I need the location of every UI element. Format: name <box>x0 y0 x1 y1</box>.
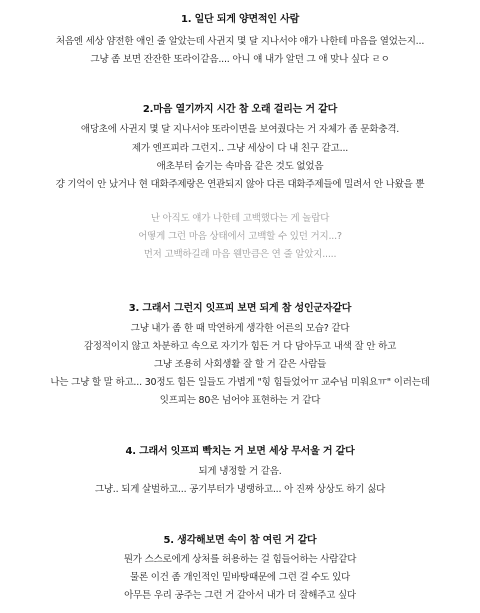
section-5-line-1: 뭔가 스스로에게 상처를 허용하는 걸 힘들어하는 사람같다 <box>123 554 357 565</box>
section-2-muted-line-3: 먼저 고백하길래 마음 웬만큼은 연 줄 알았지..... <box>143 249 337 260</box>
section-2-line-3: 애초부터 숨기는 속마음 같은 것도 없었음 <box>156 161 324 172</box>
section-2-line-2: 제가 엔프피라 그런지.. 그냥 세상이 다 내 친구 같고... <box>131 143 349 154</box>
section-2-line-4: 걍 기억이 안 났거나 현 대화주제랑은 연관되지 않아 다른 대화주제들에 밀려서 안 나왔을 뿐 <box>55 179 425 190</box>
section-3-title: 3. 그래서 그런지 잇프피 보면 되게 참 성인군자같다 <box>128 303 352 314</box>
section-2-muted-line-1: 난 아직도 얘가 나한테 고백했다는 게 놀랍다 <box>150 213 330 224</box>
section-5-title: 5. 생각해보면 속이 참 여린 거 같다 <box>163 535 317 546</box>
section-1-title: 1. 일단 되게 양면적인 사람 <box>180 14 300 25</box>
section-3-line-2: 감정적이지 않고 차분하고 속으로 자기가 힘든 거 다 담아두고 내색 잘 안 하고 <box>83 341 397 352</box>
section-3-line-5: 잇프피는 80은 넘어야 표현하는 거 같다 <box>159 395 321 406</box>
section-4-line-2: 그냥.. 되게 살벌하고... 공기부터가 냉랭하고... 아 진짜 상상도 하기 싫다 <box>94 484 386 495</box>
section-3-line-4: 나는 그냥 할 말 하고... 30정도 힘든 일들도 가볍게 "힝 힘들었어ㅠ 교수님 미워요ㅠ" 이러는데 <box>50 377 430 388</box>
section-3-line-3: 그냥 조용히 사회생활 잘 할 거 같은 사람들 <box>153 359 327 370</box>
section-1-line-2: 그냥 좀 보면 잔잔한 또라이같음.... 아니 얘 내가 알던 그 애 맞나 싶다 ㄹㅇ <box>90 54 390 65</box>
section-5-line-2: 물론 이건 좀 개인적인 밑바탕때문에 그런 걸 수도 있다 <box>129 572 351 583</box>
section-2-line-1: 애당초에 사귄지 몇 달 지나서야 또라이면을 보여줬다는 거 자체가 좀 문화충격. <box>80 124 400 135</box>
section-2-title: 2.마음 열기까지 시간 참 오래 걸리는 거 같다 <box>142 104 338 115</box>
section-4-line-1: 되게 냉정할 거 같음. <box>198 466 282 477</box>
section-1-line-1: 처음엔 세상 얌전한 애인 줄 알았는데 사귄지 몇 달 지나서야 얘가 나한테 마음을 열었는지... <box>55 36 425 47</box>
section-3-line-1: 그냥 내가 좀 한 때 막연하게 생각한 어른의 모습? 같다 <box>130 323 350 334</box>
section-2-muted-line-2: 어떻게 그런 마음 상태에서 고백할 수 있던 거지...? <box>138 231 342 242</box>
section-4-title: 4. 그래서 잇프피 빡치는 거 보면 세상 무서울 거 같다 <box>125 446 355 457</box>
section-5-line-3: 아무튼 우리 공주는 그런 거 같아서 내가 더 잘해주고 싶다 <box>124 590 356 601</box>
